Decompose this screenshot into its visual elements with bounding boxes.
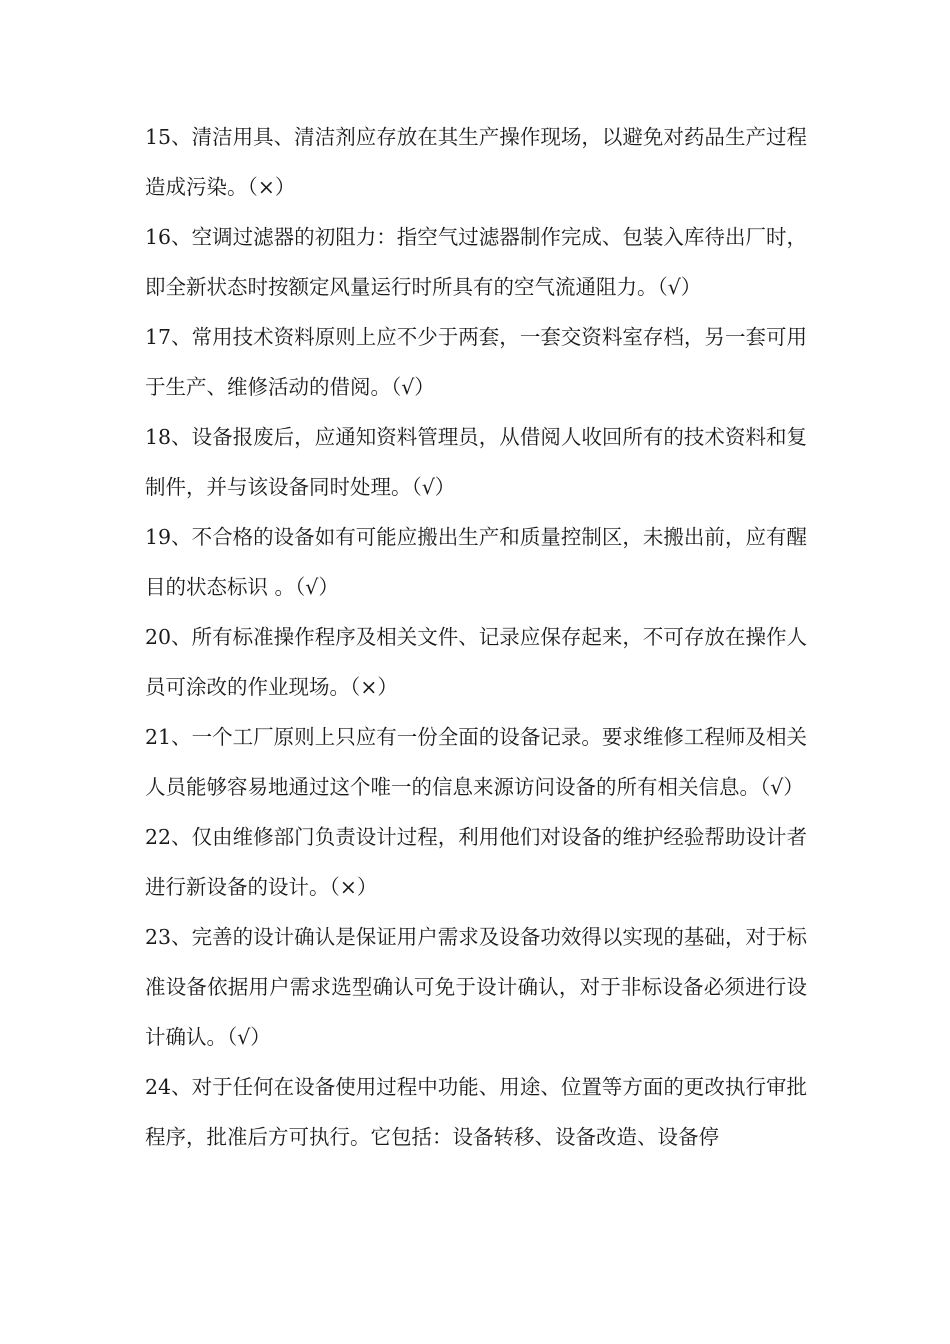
- question-21: 21、一个工厂原则上只应有一份全面的设备记录。要求维修工程师及相关人员能够容易地通过这个唯一的信息来源访问设备的所有相关信息。（√）: [145, 725, 807, 799]
- document-page: [145, 112, 807, 1162]
- question-17: 17、常用技术资料原则上应不少于两套，一套交资料室存档，另一套可用于生产、维修活动的借阅。（√）: [145, 325, 807, 399]
- question-15: 15、清洁用具、清洁剂应存放在其生产操作现场，以避免对药品生产过程造成污染。（×）: [145, 125, 807, 199]
- question-24: 24、对于任何在设备使用过程中功能、用途、位置等方面的更改执行审批程序，批准后方可执行。它包括：设备转移、设备改造、设备停: [145, 1075, 807, 1149]
- question-23: 23、完善的设计确认是保证用户需求及设备功效得以实现的基础，对于标准设备依据用户需求选型确认可免于设计确认，对于非标设备必须进行设计确认。（√）: [145, 925, 807, 1049]
- question-20: 20、所有标准操作程序及相关文件、记录应保存起来，不可存放在操作人员可涂改的作业现场。（×）: [145, 625, 807, 699]
- question-16: 16、空调过滤器的初阻力：指空气过滤器制作完成、包装入库待出厂时，即全新状态时按额定风量运行时所具有的空气流通阻力。（√）: [145, 225, 807, 299]
- question-18: 18、设备报废后，应通知资料管理员，从借阅人收回所有的技术资料和复制件，并与该设备同时处理。（√）: [145, 425, 807, 499]
- question-19: 19、不合格的设备如有可能应搬出生产和质量控制区，未搬出前，应有醒目的状态标识 。（√）: [145, 525, 807, 599]
- question-22: 22、仅由维修部门负责设计过程，利用他们对设备的维护经验帮助设计者进行新设备的设计。（×）: [145, 825, 807, 899]
